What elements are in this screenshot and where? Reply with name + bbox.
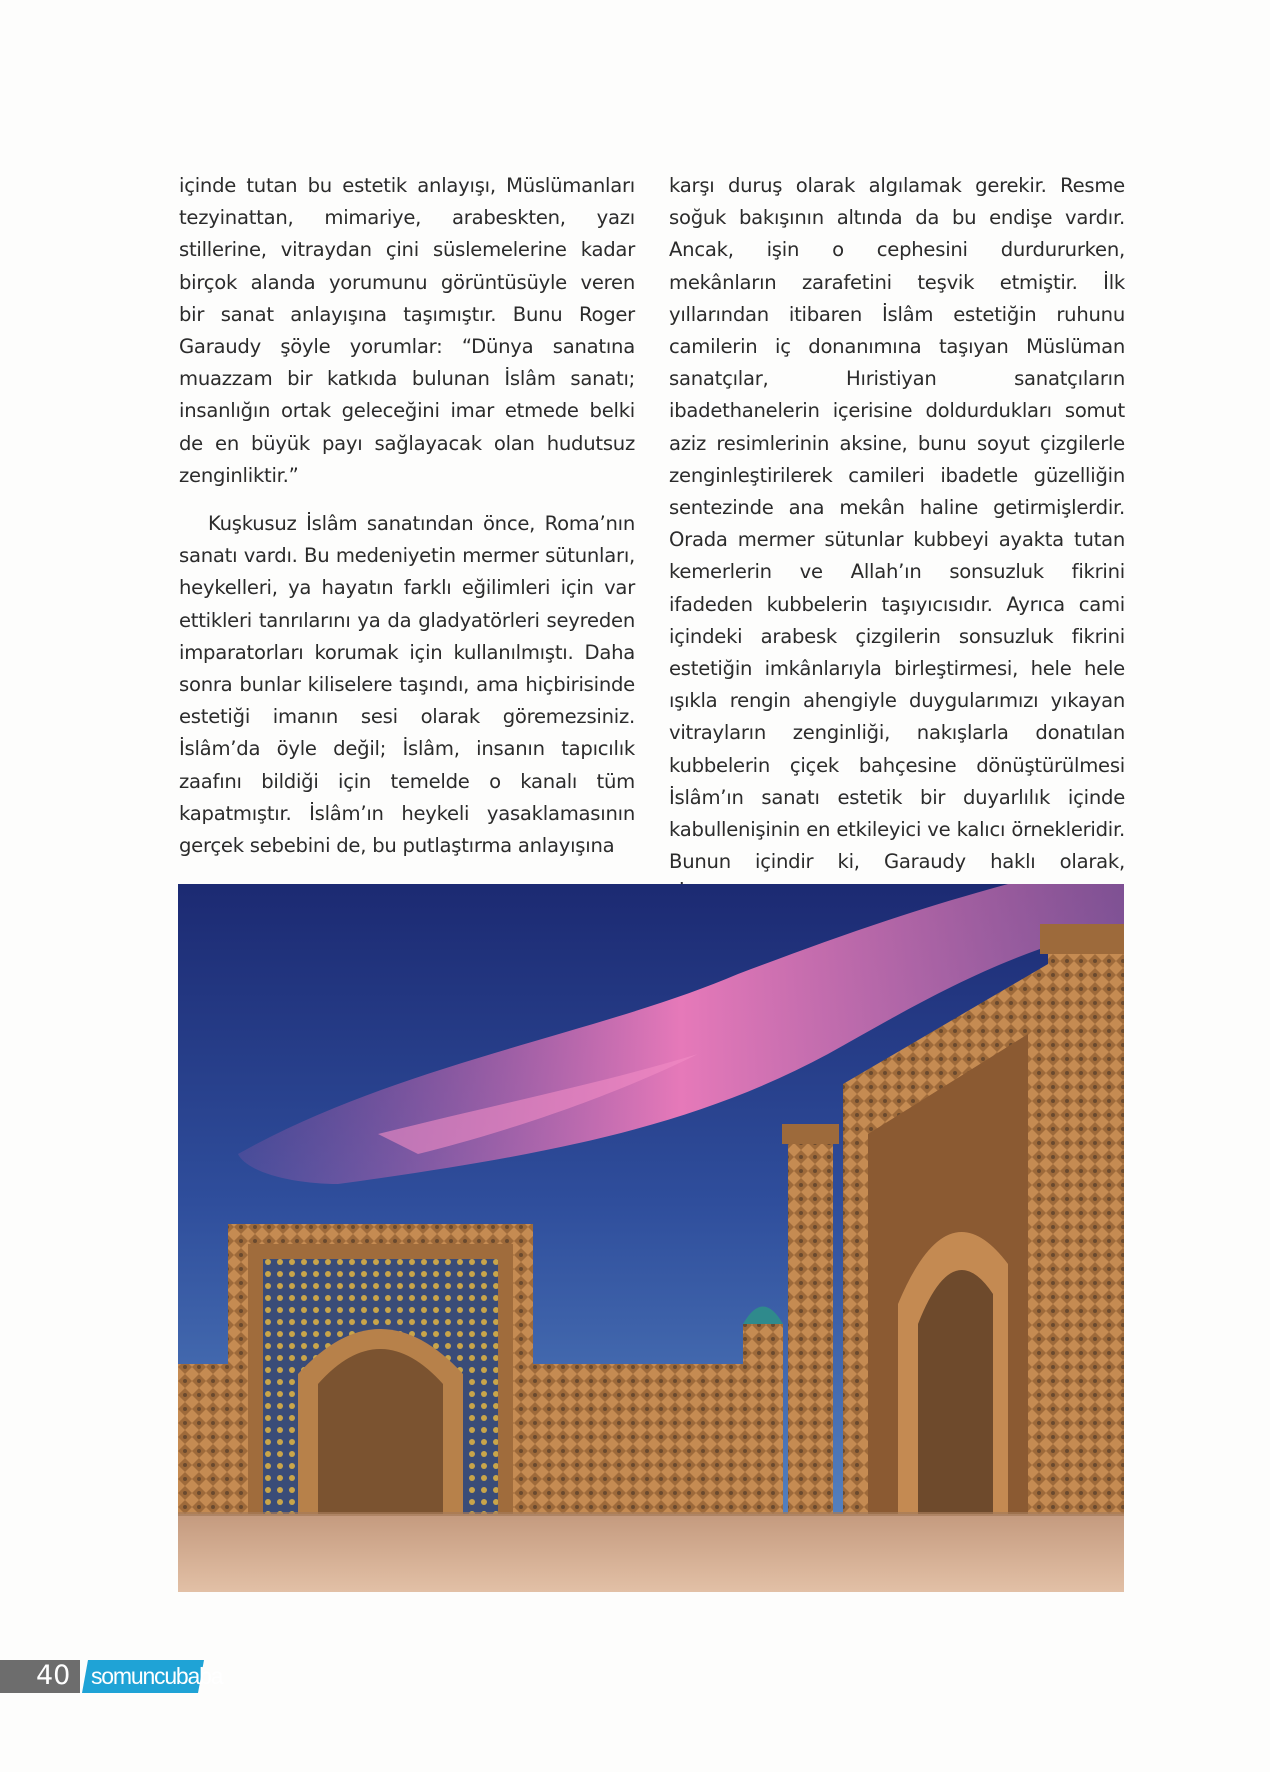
left-column (179, 170, 635, 862)
madrasa-photo-icon (178, 884, 1124, 1592)
right-column (669, 170, 1125, 911)
page-number: 40 (36, 1660, 71, 1691)
left-paragraph-1: içinde tutan bu estetik anlayışı, Müslümanları tezyinattan, mimariye, arabeskten, yazı stillerine, vitraydan çini süslemelerine kadar birçok alanda yorumunu görüntüsüyle veren bir sanat anlayışına taşımıştır. Bunu Roger Garaudy şöyle yorumlar: “Dünya sanatına muazzam bir katkıda bulunan İslâm sanatı; insanlığın ortak geleceğini imar etmede belki de en büyük payı sağlayacak olan hudutsuz zenginliktir.” (179, 174, 635, 487)
brand-name: somuncubaba (91, 1663, 223, 1689)
left-paragraph-2: Kuşkusuz İslâm sanatından önce, Roma’nın sanatı vardı. Bu medeniyetin mermer sütunları, heykelleri, ya hayatın farklı eğilimleri için var ettikleri tanrılarını ya da gladyatörleri seyreden imparatorları korumak için kullanılmıştı. Daha sonra bunlar kiliselere taşındı, ama hiçbirisinde estetiği imanın sesi olarak göremezsiniz. İslâm’da öyle değil; İslâm, insanın tapıcılık zaafını bildiği için temelde o kanalı tüm kapatmıştır. İslâm’ın heykeli yasaklamasının gerçek sebebini de, bu putlaştırma anlayışına (179, 512, 635, 858)
registan-photo (178, 884, 1124, 1592)
right-paragraph-1: karşı duruş olarak algılamak gerekir. Resme soğuk bakışının altında da bu endişe vardır. Ancak, işin o cephesini durdururken, mekânların zarafetini teşvik etmiştir. İlk yıllarından itibaren İslâm estetiğin ruhunu camilerin iç donanımına taşıyan Müslüman sanatçılar, Hıristiyan sanatçıların ibadethanelerin içerisine doldurdukları somut aziz resimlerinin aksine, bunu soyut çizgilerle zenginleştirilerek camileri ibadetle güzelliğin sentezinde ana mekân haline getirmişlerdir. Orada mermer sütunlar kubbeyi ayakta tutan kemerlerin ve Allah’ın sonsuzluk fikrini ifadeden kubbelerin taşıyıcısıdır. Ayrıca cami içindeki arabesk çizgilerin sonsuzluk fikrini estetiğin imkânlarıyla birleştirmesi, hele hele ışıkla rengin ahengiyle duygularımızı yıkayan vitrayların zenginliği, nakışlarla donatılan kubbelerin çiçek bahçesine dönüştürülmesi İslâm’ın sanatı estetik bir duyarlılık içinde kabullenişinin en etkileyici ve kalıcı örnekleridir. Bunun içindir ki, Garaudy haklı olarak, (669, 174, 1125, 874)
